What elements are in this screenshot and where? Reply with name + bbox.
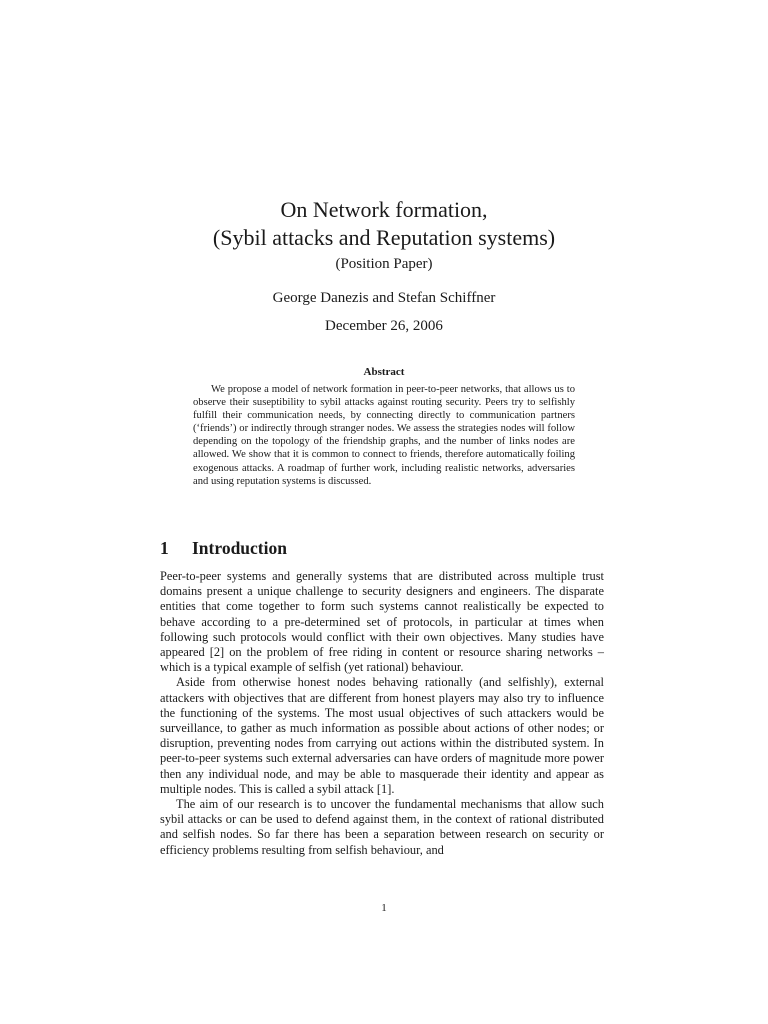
body-paragraph-1: Peer-to-peer systems and generally systems that are distributed across multiple trust domains present a unique challenge to security designers and engineers. The disparate entities that come together to form such systems cannot realistically be expected to behave according to a pre-determined set of protocols, in particular at times when following such protocols would conflict with their own objectives. Many studies have appeared [2] on the problem of free riding in content or resource sharing networks – which is a typical example of selfish (yet rational) behaviour. — [160, 569, 604, 675]
title-line-1: On Network formation, — [280, 197, 488, 222]
page-number: 1 — [381, 902, 387, 914]
paper-title — [0, 196, 768, 252]
abstract-heading: Abstract — [363, 366, 405, 378]
title-line-2: (Sybil attacks and Reputation systems) — [212, 225, 556, 250]
paper-authors: George Danezis and Stefan Schiffner — [272, 290, 496, 306]
abstract-text: We propose a model of network formation in peer-to-peer networks, that allows us to observe their suseptibility to sybil attacks against routing security. Peers try to selfishly fulfill their communication needs, by connecting directly to communication partners (‘friends’) or indirectly through stranger nodes. We assess the strategies nodes will follow depending on the topology of the friendship graphs, and the number of links nodes are allowed. We show that it is common to connect to friends, therefore automatically foiling exogenous attacks. A roadmap of further work, including realistic networks, adversaries and using reputation systems is discussed. — [193, 384, 575, 487]
section-body — [160, 569, 604, 858]
paper-date: December 26, 2006 — [325, 318, 443, 334]
section-heading — [160, 538, 287, 559]
body-paragraph-2: Aside from otherwise honest nodes behaving rationally (and selfishly), external attackers with objectives that are different from honest players may also try to influence the functioning of the systems. The most usual objectives of such attackers would be surveillance, to gather as much information as possible about actions of other nodes; or disruption, preventing nodes from carrying out actions within the distributed system. In peer-to-peer systems such external adversaries can have orders of magnitude more power then any individual node, and may be able to masquerade their identity and appear as multiple nodes. This is called a sybil attack [1]. — [160, 675, 604, 796]
body-paragraph-3: The aim of our research is to uncover the fundamental mechanisms that allow such sybil attacks or can be used to defend against them, in the context of rational distributed and selfish nodes. So far there has been a separation between research on security or efficiency problems resulting from selfish behaviour, and — [160, 797, 604, 857]
section-number: 1 — [160, 538, 169, 558]
paper-subtitle: (Position Paper) — [335, 256, 433, 272]
section-title: Introduction — [192, 538, 287, 558]
